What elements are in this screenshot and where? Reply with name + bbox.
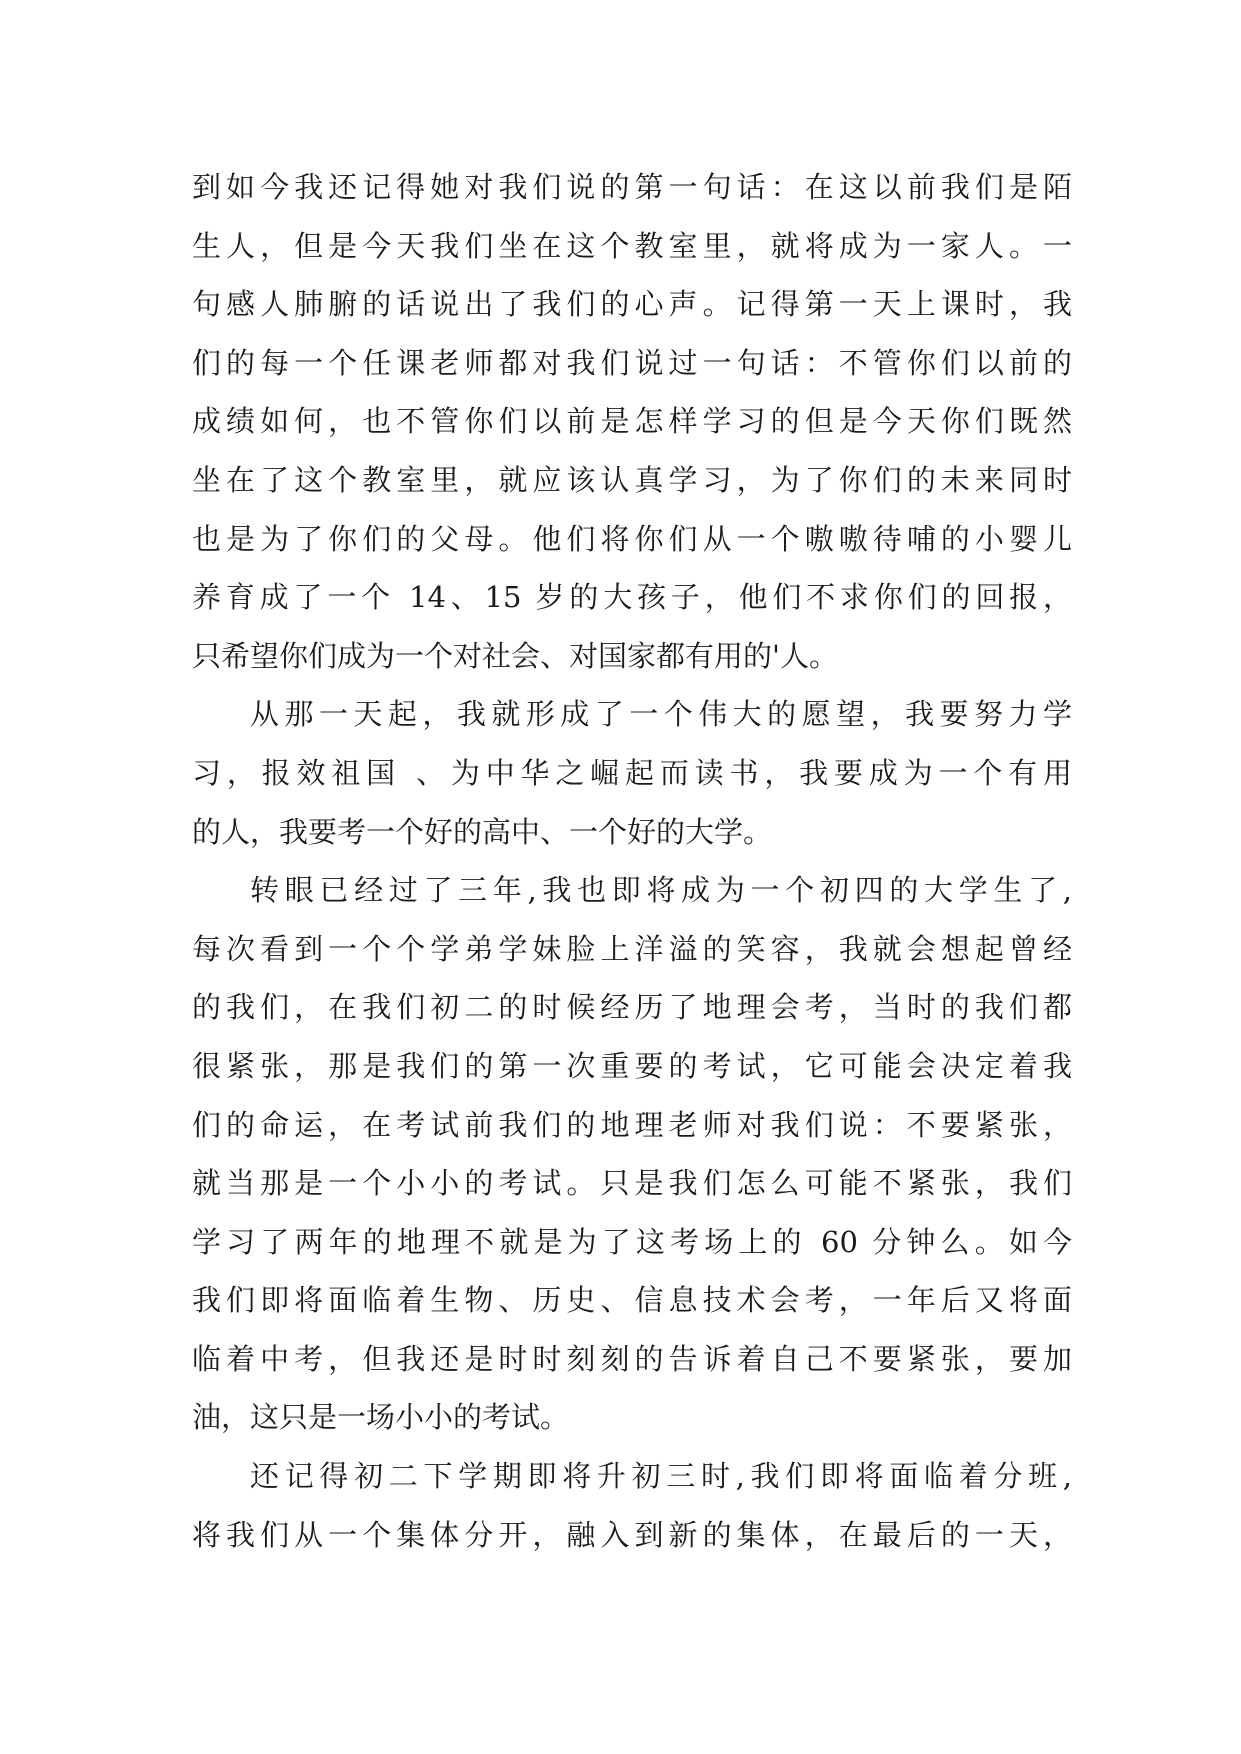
text-line-4: 们的每一个任课老师都对我们说过一句话：不管你们以前的 <box>192 345 1072 380</box>
text-line-8: 养育成了一个 14、15 岁的大孩子，他们不求你们的回报， <box>192 580 1072 615</box>
text-line-12: 的人，我要考一个好的高中、一个好的大学。 <box>192 814 773 849</box>
text-line-23: 还记得初二下学期即将升初三时,我们即将面临着分班, <box>250 1459 1072 1494</box>
text-line-3: 句感人肺腑的话说出了我们的心声。记得第一天上课时，我 <box>192 287 1072 322</box>
text-line-9: 只希望你们成为一个对社会、对国家都有用的'人。 <box>192 638 838 673</box>
text-line-18: 就当那是一个小小的考试。只是我们怎么可能不紧张，我们 <box>192 1166 1072 1201</box>
text-line-16: 很紧张，那是我们的第一次重要的考试，它可能会决定着我 <box>192 1048 1072 1083</box>
body-text <box>192 158 1072 1564</box>
text-line-13: 转眼已经过了三年,我也即将成为一个初四的大学生了, <box>250 873 1072 908</box>
text-line-21: 临着中考，但我还是时时刻刻的告诉着自己不要紧张，要加 <box>192 1341 1072 1376</box>
text-line-2: 生人，但是今天我们坐在这个教室里，就将成为一家人。一 <box>192 228 1072 263</box>
text-line-5: 成绩如何，也不管你们以前是怎样学习的但是今天你们既然 <box>192 404 1072 439</box>
text-line-14: 每次看到一个个学弟学妹脸上洋溢的笑容，我就会想起曾经 <box>192 931 1072 966</box>
text-line-24: 将我们从一个集体分开，融入到新的集体，在最后的一天， <box>192 1517 1072 1552</box>
text-line-22: 油，这只是一场小小的考试。 <box>192 1400 570 1435</box>
text-line-1: 到如今我还记得她对我们说的第一句话：在这以前我们是陌 <box>192 170 1072 204</box>
text-line-6: 坐在了这个教室里，就应该认真学习，为了你们的未来同时 <box>192 462 1072 497</box>
text-line-11: 习，报效祖国 、为中华之崛起而读书，我要成为一个有用 <box>192 755 1072 790</box>
text-line-10: 从那一天起，我就形成了一个伟大的愿望，我要努力学 <box>250 697 1072 732</box>
text-line-15: 的我们，在我们初二的时候经历了地理会考，当时的我们都 <box>192 990 1072 1025</box>
text-line-20: 我们即将面临着生物、历史、信息技术会考，一年后又将面 <box>192 1283 1072 1318</box>
text-line-19: 学习了两年的地理不就是为了这考场上的 60 分钟么。如今 <box>192 1224 1072 1259</box>
text-line-7: 也是为了你们的父母。他们将你们从一个嗷嗷待哺的小婴儿 <box>192 521 1072 556</box>
text-line-17: 们的命运，在考试前我们的地理老师对我们说：不要紧张， <box>192 1107 1072 1142</box>
